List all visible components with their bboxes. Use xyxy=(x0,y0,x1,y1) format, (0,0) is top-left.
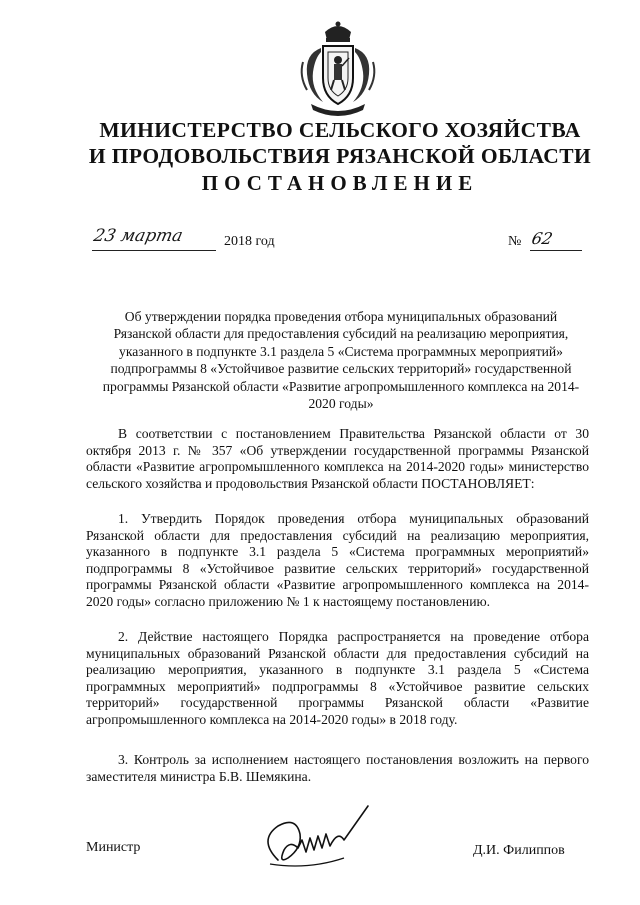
item-1-paragraph: 1. Утвердить Порядок проведения отбора муниципальных образований Рязанской области для предоставления субсидий на реализацию мероприятия, указанного в подпункте 3.1 раздела 5 «Система программных мероприятий» подпрограммы 8 «Устойчивое развитие сельских территорий» государственной программы Рязанской области «Развитие агропромышленного комплекса на 2014-2020 годы» согласно приложению № 1 к настоящему постановлению. xyxy=(86,511,589,609)
signer-name: Д.И. Филиппов xyxy=(473,843,565,858)
date-field xyxy=(91,226,216,251)
handwritten-signature xyxy=(248,800,388,880)
handwritten-number: 62 xyxy=(529,229,555,248)
coat-of-arms-emblem xyxy=(295,18,381,120)
number-label: № xyxy=(508,234,522,249)
signer-position: Министр xyxy=(86,840,141,855)
document-title: Об утверждении порядка проведения отбора муниципальных образований Рязанской области для предоставления субсидий на реализацию мероприятия, указанного в подпункте 3.1 раздела 5 «Система программных мероприятий» подпрограммы 8 «Устойчивое развитие сельских территорий» государственной программы Рязанской области «Развитие агропромышленного комплекса на 2014-2020 годы» xyxy=(102,309,580,412)
year-text: 2018 год xyxy=(224,234,275,249)
item-2-paragraph: 2. Действие настоящего Порядка распространяется на проведение отбора муниципальных образований Рязанской области для предоставления субсидий на реализацию мероприятия, указанного в подпункте 3.1 раздела 5 «Система программных мероприятий» подпрограммы 8 «Устойчивое развитие сельских территорий» государственной программы Рязанской области «Развитие агропромышленного комплекса на 2014-2020 годы» в 2018 году. xyxy=(86,629,589,727)
document-type-heading: ПОСТАНОВЛЕНИЕ xyxy=(201,171,479,195)
ministry-name-line1: МИНИСТЕРСТВО СЕЛЬСКОГО ХОЗЯЙСТВА xyxy=(99,118,581,142)
handwritten-date: 23 марта xyxy=(91,226,185,246)
ministry-name-line2: И ПРОДОВОЛЬСТВИЯ РЯЗАНСКОЙ ОБЛАСТИ xyxy=(88,144,592,168)
number-field xyxy=(529,229,582,251)
preamble-paragraph: В соответствии с постановлением Правительства Рязанской области от 30 октября 2013 г. № 357 «Об утверждении государственной программы Рязанской области «Развитие агропромышленного комплекса на 2014-2020 годы» министерство сельского хозяйства и продовольствия Рязанской области ПОСТАНОВЛЯЕТ: xyxy=(86,426,589,491)
item-3-paragraph: 3. Контроль за исполнением настоящего постановления возложить на первого заместителя министра Б.В. Шемякина. xyxy=(86,752,589,784)
